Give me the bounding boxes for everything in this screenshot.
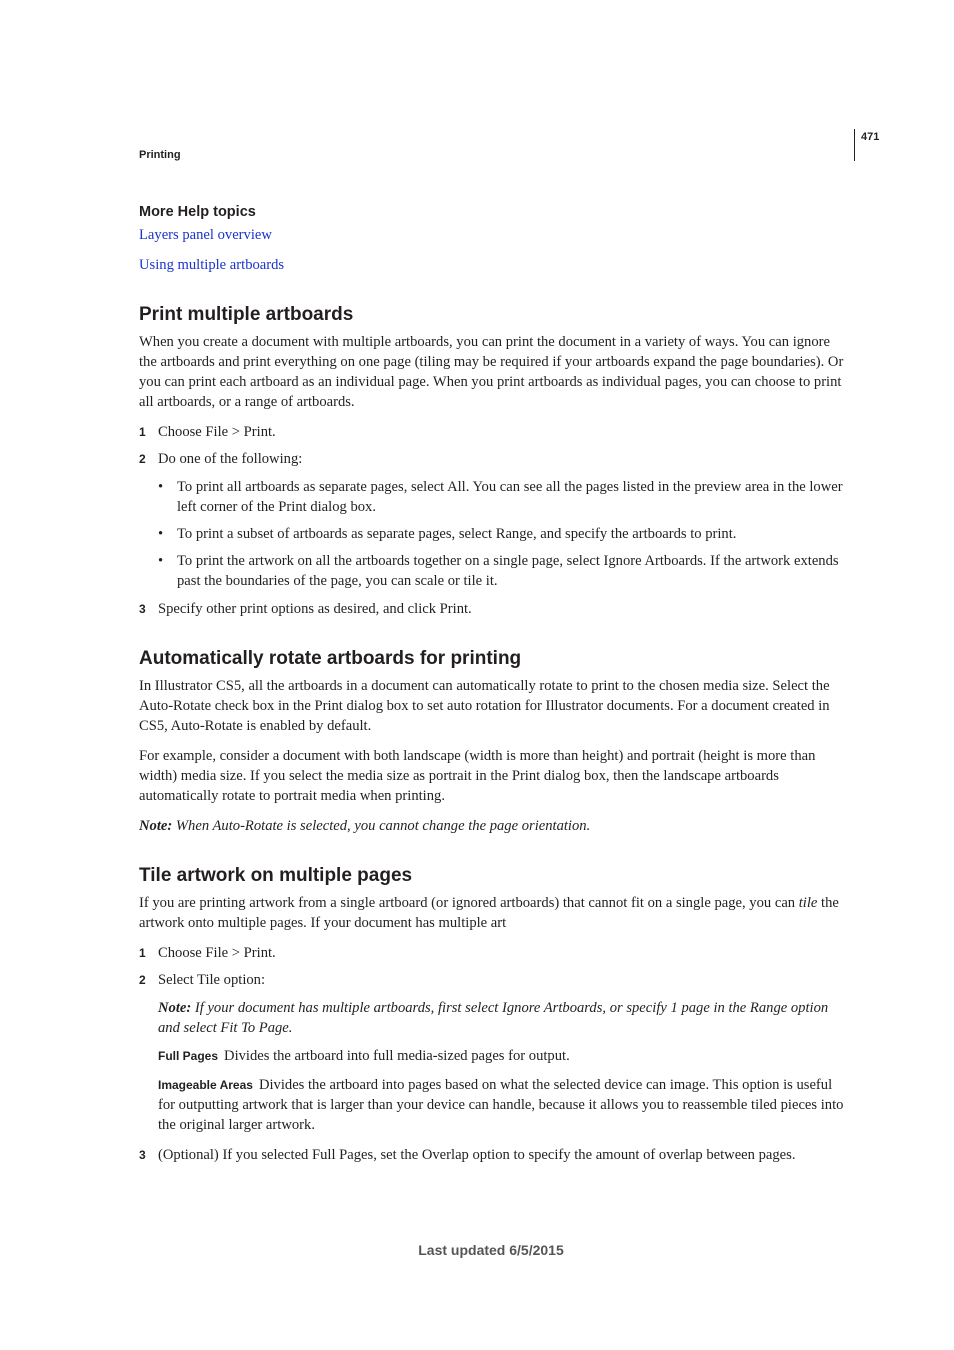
footer-last-updated: Last updated 6/5/2015 bbox=[418, 1242, 564, 1258]
note-text: When Auto-Rotate is selected, you cannot change the page orientation. bbox=[175, 818, 591, 834]
term-description: Divides the artboard into pages based on what the selected device can image. This option is useful for outputting artwork that is larger than your device can handle, because it allows you to reassemble tiled pieces into the original larger artwork. bbox=[158, 1077, 844, 1133]
term-full-pages: Full Pages bbox=[158, 1049, 219, 1063]
header-rule bbox=[854, 129, 855, 161]
step-text: Choose File > Print. bbox=[158, 945, 276, 961]
section3-note bbox=[158, 998, 850, 1038]
link-layers-panel-overview[interactable]: Layers panel overview bbox=[139, 227, 272, 243]
section3-intro bbox=[139, 893, 851, 933]
step-number: 3 bbox=[139, 602, 146, 616]
intro-text: the artwork onto multiple pages. If your document has multiple art bbox=[139, 895, 839, 931]
step-number: 3 bbox=[139, 1148, 146, 1162]
step-number: 1 bbox=[139, 425, 146, 439]
section-title-auto-rotate-artboards: Automatically rotate artboards for printing bbox=[139, 648, 522, 669]
section-title-print-multiple-artboards: Print multiple artboards bbox=[139, 304, 354, 325]
term-imageable-areas: Imageable Areas bbox=[158, 1078, 253, 1092]
step-text: Select Tile option: bbox=[158, 972, 266, 988]
section2-paragraph: In Illustrator CS5, all the artboards in a document can automatically rotate to print to the chosen media size. Select the Auto-Rotate check box in the Print dialog box to set auto rotation for Illustrator documents. For a document created in CS5, Auto-Rotate is enabled by default. bbox=[139, 678, 830, 734]
section-title-tile-artwork: Tile artwork on multiple pages bbox=[139, 865, 413, 886]
step-number: 2 bbox=[139, 452, 146, 466]
bullet-marker: • bbox=[158, 553, 164, 569]
bullet-item: To print the artwork on all the artboards together on a single page, select Ignore Artboards. If the artwork extends past the boundaries of the page, you can scale or tile it. bbox=[177, 553, 839, 589]
step-number: 1 bbox=[139, 946, 146, 960]
section2-note bbox=[139, 816, 851, 836]
more-help-heading: More Help topics bbox=[139, 204, 256, 220]
link-using-multiple-artboards[interactable]: Using multiple artboards bbox=[139, 257, 285, 273]
step-number: 2 bbox=[139, 973, 146, 987]
note-label: Note: bbox=[139, 818, 173, 834]
definition-full-pages bbox=[158, 1046, 850, 1066]
section2-paragraph: For example, consider a document with both landscape (width is more than height) and portrait (height is more than width) media size. If you select the media size as portrait in the Print dialog box, then the landscape artboards automatically rotate to portrait media when printing. bbox=[139, 748, 816, 804]
intro-text: If you are printing artwork from a single artboard (or ignored artboards) that cannot fit on a single page, you can bbox=[139, 895, 799, 911]
term-description: Divides the artboard into full media-sized pages for output. bbox=[224, 1048, 570, 1064]
note-label: Note: bbox=[158, 1000, 192, 1016]
page-number: 471 bbox=[861, 131, 880, 143]
section1-intro: When you create a document with multiple artboards, you can print the document in a variety of ways. You can ignore the artboards and print everything on one page (tiling may be required if your artboards expand the page boundaries). Or you can print each artboard as an individual page. When you print artboards as individual pages, you can choose to print all artboards, or a range of artboards. bbox=[139, 334, 844, 410]
intro-italic-term: tile bbox=[798, 895, 818, 911]
definition-imageable-areas bbox=[158, 1075, 850, 1135]
note-text: If your document has multiple artboards, first select Ignore Artboards, or specify 1 page in the Range option and select Fit To Page. bbox=[158, 1000, 829, 1036]
step-text: Choose File > Print. bbox=[158, 424, 276, 440]
step-text: Do one of the following: bbox=[158, 451, 303, 467]
running-head: Printing bbox=[139, 149, 181, 161]
bullet-item: To print a subset of artboards as separate pages, select Range, and specify the artboards to print. bbox=[177, 526, 737, 542]
step-text: Specify other print options as desired, and click Print. bbox=[158, 601, 472, 617]
bullet-marker: • bbox=[158, 479, 164, 495]
step-text: (Optional) If you selected Full Pages, set the Overlap option to specify the amount of overlap between pages. bbox=[158, 1147, 796, 1163]
bullet-item: To print all artboards as separate pages, select All. You can see all the pages listed in the preview area in the lower left corner of the Print dialog box. bbox=[177, 479, 843, 515]
bullet-marker: • bbox=[158, 526, 164, 542]
